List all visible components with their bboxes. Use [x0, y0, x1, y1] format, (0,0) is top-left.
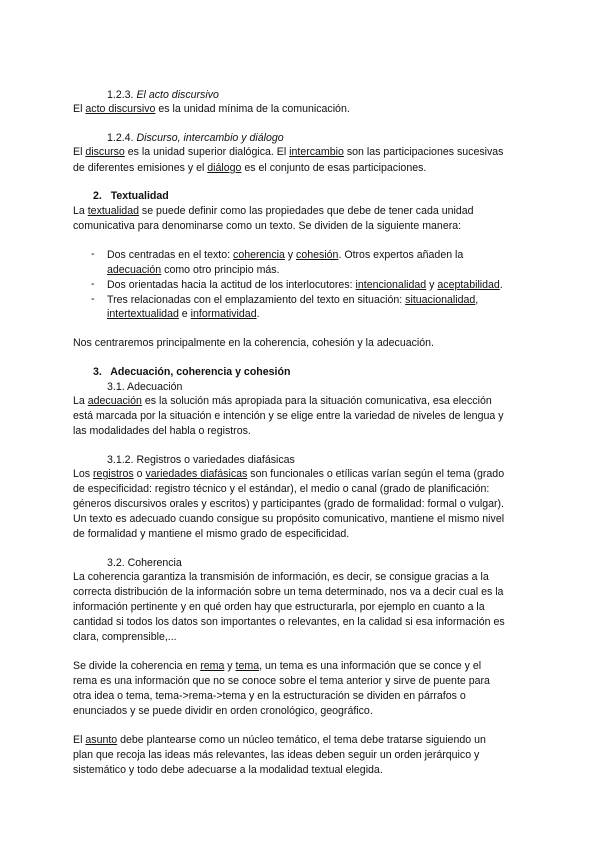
underlined-term: acto discursivo [85, 103, 156, 115]
paragraph-asunto-line-1: El asunto debe plantearse como un núcleo temático, el tema debe tratarse siguiendo un [73, 734, 486, 746]
paragraph-adecuacion-line-2: está marcada por la situación e intención y se elige entre la variedad de niveles de lengua y [73, 410, 504, 422]
heading-adecuacion-coherencia-cohesion [93, 365, 290, 379]
heading-textualidad [93, 189, 169, 203]
subsection-heading-3-2: 3.2. Coherencia [107, 557, 182, 569]
paragraph-coherencia-line-2: correcta distribución de la información sobre un tema determinado, nos va a decir cual es la [73, 586, 504, 598]
section-title: El acto discursivo [136, 89, 219, 101]
bullet-dash: - [91, 293, 95, 305]
heading-number: 3. [93, 366, 102, 378]
bullet-item-1-line-2: adecuación como otro principio más. [107, 264, 280, 276]
paragraph-coherencia-line-5: clara, comprensible,... [73, 631, 177, 643]
paragraph-asunto-line-2: plan que recoja las ideas más relevantes, las ideas deben seguir un orden jerárquico y [73, 749, 480, 761]
paragraph-coherencia-line-3: información pertinente y en qué orden hay que estructurarla, por ejemplo en cuanto a la [73, 601, 485, 613]
paragraph-centraremos: Nos centraremos principalmente en la coherencia, cohesión y la adecuación. [73, 337, 434, 349]
paragraph-asunto-line-3: sistemático y todo debe adecuarse a la modalidad textual elegida. [73, 764, 383, 776]
section-title: Discurso, intercambio y diálogo [136, 132, 284, 144]
underlined-term: cohesión [296, 249, 339, 261]
bullet-dash: - [91, 248, 95, 260]
underlined-term: adecuación [87, 395, 142, 407]
bullet-dash: - [91, 278, 95, 290]
underlined-term: variedades diafásicas [145, 468, 248, 480]
bullet-item-1-line-1: Dos centradas en el texto: coherencia y cohesión. Otros expertos añaden la [107, 249, 464, 261]
underlined-term: textualidad [87, 205, 139, 217]
bullet-item-3-line-1: Tres relacionadas con el emplazamiento del texto en situación: situacionalidad, [107, 294, 479, 306]
underlined-term: intercambio [289, 146, 344, 158]
underlined-term: diálogo [207, 162, 242, 174]
paragraph-textualidad-line-1: La textualidad se puede definir como las propiedades que debe de tener cada unidad [73, 205, 474, 217]
underlined-term: asunto [85, 734, 118, 746]
paragraph-coherencia-line-4: cantidad si todos los datos son importantes o relevantes, en la calidad si esa información es [73, 616, 505, 628]
underlined-term: discurso [85, 146, 125, 158]
heading-title: Textualidad [110, 190, 169, 202]
paragraph-rema-tema-line-1: Se divide la coherencia en rema y tema, un tema es una información que se conce y el [73, 660, 482, 672]
paragraph-registros-line-2: de especificidad: registro técnico y el estándar), el medio o canal (grado de planificación: [73, 483, 490, 495]
paragraph-adecuacion-line-3: las modalidades del habla o registros. [73, 425, 251, 437]
underlined-term: aceptabilidad [437, 279, 500, 291]
underlined-term: intencionalidad [355, 279, 427, 291]
heading-number: 2. [93, 190, 102, 202]
paragraph-textualidad-line-2: comunicativa para denominarse como un texto. Se dividen de la siguiente manera: [73, 220, 462, 232]
subsection-heading-3-1-2: 3.1.2. Registros o variedades diafásicas [107, 454, 295, 466]
paragraph-rema-tema-line-3: otra idea o tema, tema->rema->tema y en la estructuración se dividen en párrafos o [73, 690, 466, 702]
underlined-term: coherencia [233, 249, 285, 261]
section-heading-1-2-3 [107, 88, 219, 102]
paragraph-coherencia-line-1: La coherencia garantiza la transmisión de información, es decir, se consigue gracias a la [73, 571, 489, 583]
paragraph-acto-discursivo: El acto discursivo es la unidad mínima de la comunicación. [73, 103, 350, 115]
bullet-item-2: Dos orientadas hacia la actitud de los interlocutores: intencionalidad y aceptabilidad. [107, 279, 503, 291]
underlined-term: adecuación [107, 264, 162, 276]
bullet-item-3-line-2: intertextualidad e informatividad. [107, 308, 260, 320]
paragraph-rema-tema-line-4: enunciados y se puede dividir en orden cronológico, geográfico. [73, 705, 373, 717]
underlined-term: intertextualidad [107, 308, 179, 320]
section-heading-1-2-4 [107, 131, 284, 145]
heading-title: Adecuación, coherencia y cohesión [110, 366, 291, 378]
paragraph-adecuacion-line-1: La adecuación es la solución más apropiada para la situación comunicativa, esa elección [73, 395, 492, 407]
underlined-term: informatividad [190, 308, 257, 320]
paragraph-registros-line-5: de formalidad y mantiene el mismo grado de especificidad. [73, 528, 350, 540]
paragraph-rema-tema-line-2: rema es una información que no se conoce sobre el tema anterior y sirve de puente para [73, 675, 490, 687]
section-number: 1.2.4. [107, 132, 134, 144]
section-number: 1.2.3. [107, 89, 134, 101]
subsection-heading-3-1: 3.1. Adecuación [107, 381, 183, 393]
underlined-term: registros [93, 468, 134, 480]
underlined-term: tema [235, 660, 260, 672]
paragraph-registros-line-4: Un texto es adecuado cuando consigue su propósito comunicativo, mantiene el mismo nivel [73, 513, 505, 525]
paragraph-registros-line-3: géneros discursivos orales y escritos) y participantes (grado de formalidad: formal o vulgar). [73, 498, 504, 510]
underlined-term: situacionalidad [405, 294, 476, 306]
paragraph-discurso-line-1: El discurso es la unidad superior dialógica. El intercambio son las participaciones sucesivas [73, 146, 504, 158]
paragraph-discurso-line-2: de diferentes emisiones y el diálogo es el conjunto de esas participaciones. [73, 162, 427, 174]
paragraph-registros-line-1: Los registros o variedades diafásicas son funcionales o etílicas varían según el tema (grado [73, 468, 505, 480]
underlined-term: rema [200, 660, 225, 672]
